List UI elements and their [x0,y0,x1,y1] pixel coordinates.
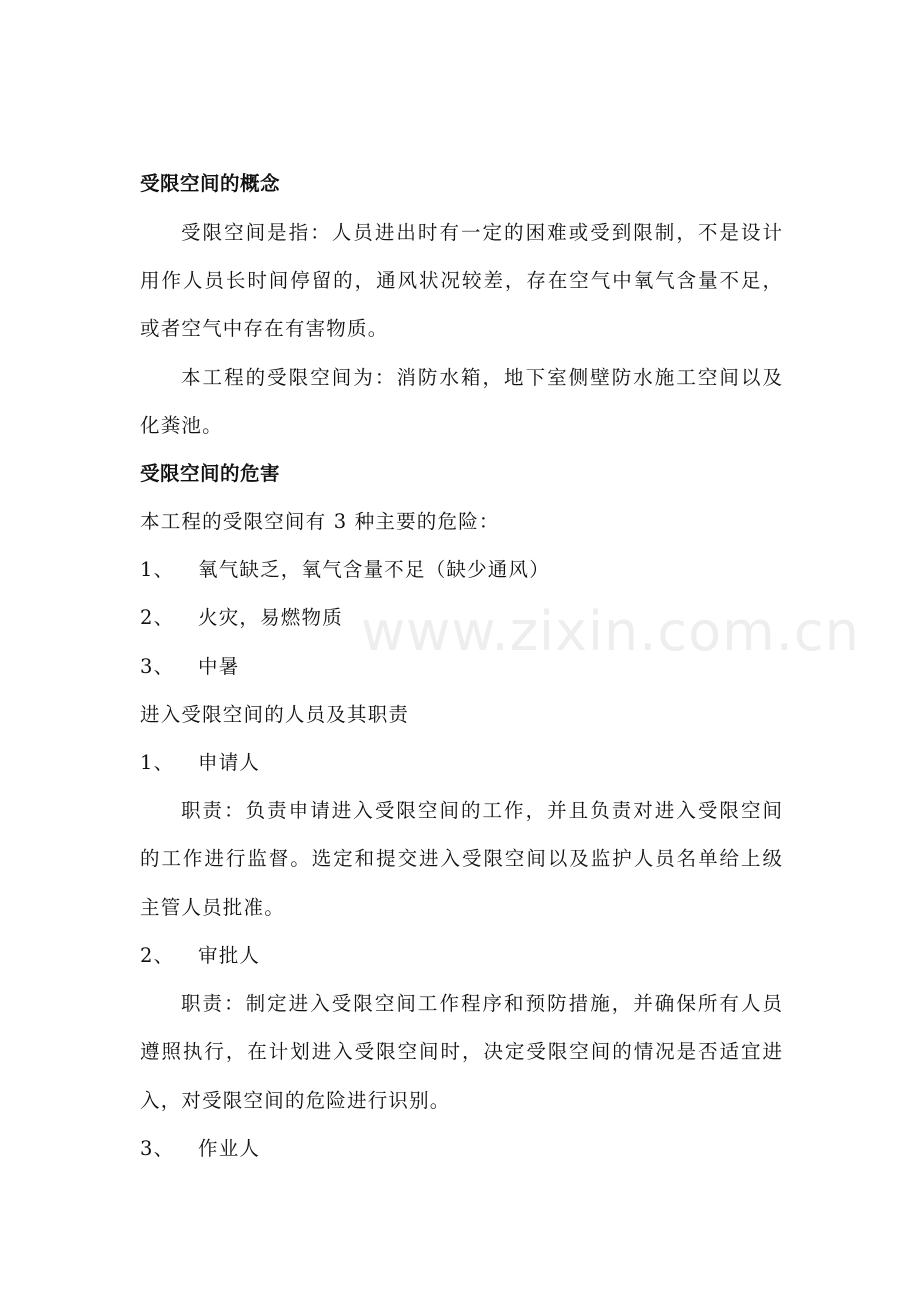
list-number: 2、 [140,944,175,967]
list-number: 3、 [140,1137,175,1160]
duty-line: 入，对受限空间的危险进行识别。 [140,1089,451,1112]
hazard-text: 氧气缺乏，氧气含量不足（缺少通风） [198,558,550,581]
role-item [140,751,260,775]
hazard-item [140,606,343,630]
section-heading-hazards: 受限空间的危害 [140,462,281,485]
role-item [140,944,260,968]
hazards-intro: 本工程的受限空间有 3 种主要的危险： [140,510,500,533]
role-name: 审批人 [198,944,261,967]
duty-line: 职责：制定进入受限空间工作程序和预防措施，并确保所有人员 [181,992,782,1015]
role-name: 申请人 [198,751,261,774]
paragraph-line: 或者空气中存在有害物质。 [140,317,389,340]
hazard-item [140,558,550,582]
list-number: 1、 [140,751,175,774]
role-item [140,1137,260,1161]
watermark-logo: www.zixin.com.cn [361,600,860,663]
list-number: 3、 [140,655,175,678]
hazard-text: 火灾，易燃物质 [198,606,343,629]
duty-line: 遵照执行，在计划进入受限空间时，决定受限空间的情况是否适宜进 [140,1040,782,1063]
section-heading-concept: 受限空间的概念 [140,172,281,195]
list-number: 2、 [140,606,175,629]
duty-line: 职责：负责申请进入受限空间的工作，并且负责对进入受限空间 [181,799,782,822]
hazard-text: 中暑 [198,655,240,678]
duty-line: 的工作进行监督。选定和提交进入受限空间以及监护人员名单给上级 [140,847,782,870]
paragraph-line: 化粪池。 [140,414,223,437]
section-heading-personnel: 进入受限空间的人员及其职责 [140,703,410,726]
paragraph-line: 受限空间是指：人员进出时有一定的困难或受到限制，不是设计 [181,221,782,244]
paragraph-line: 本工程的受限空间为：消防水箱，地下室侧壁防水施工空间以及 [181,366,782,389]
hazard-item [140,655,239,679]
list-number: 1、 [140,558,175,581]
role-name: 作业人 [198,1137,261,1160]
paragraph-line: 用作人员长时间停留的，通风状况较差，存在空气中氧气含量不足， [140,269,782,292]
duty-line: 主管人员批准。 [140,896,285,919]
